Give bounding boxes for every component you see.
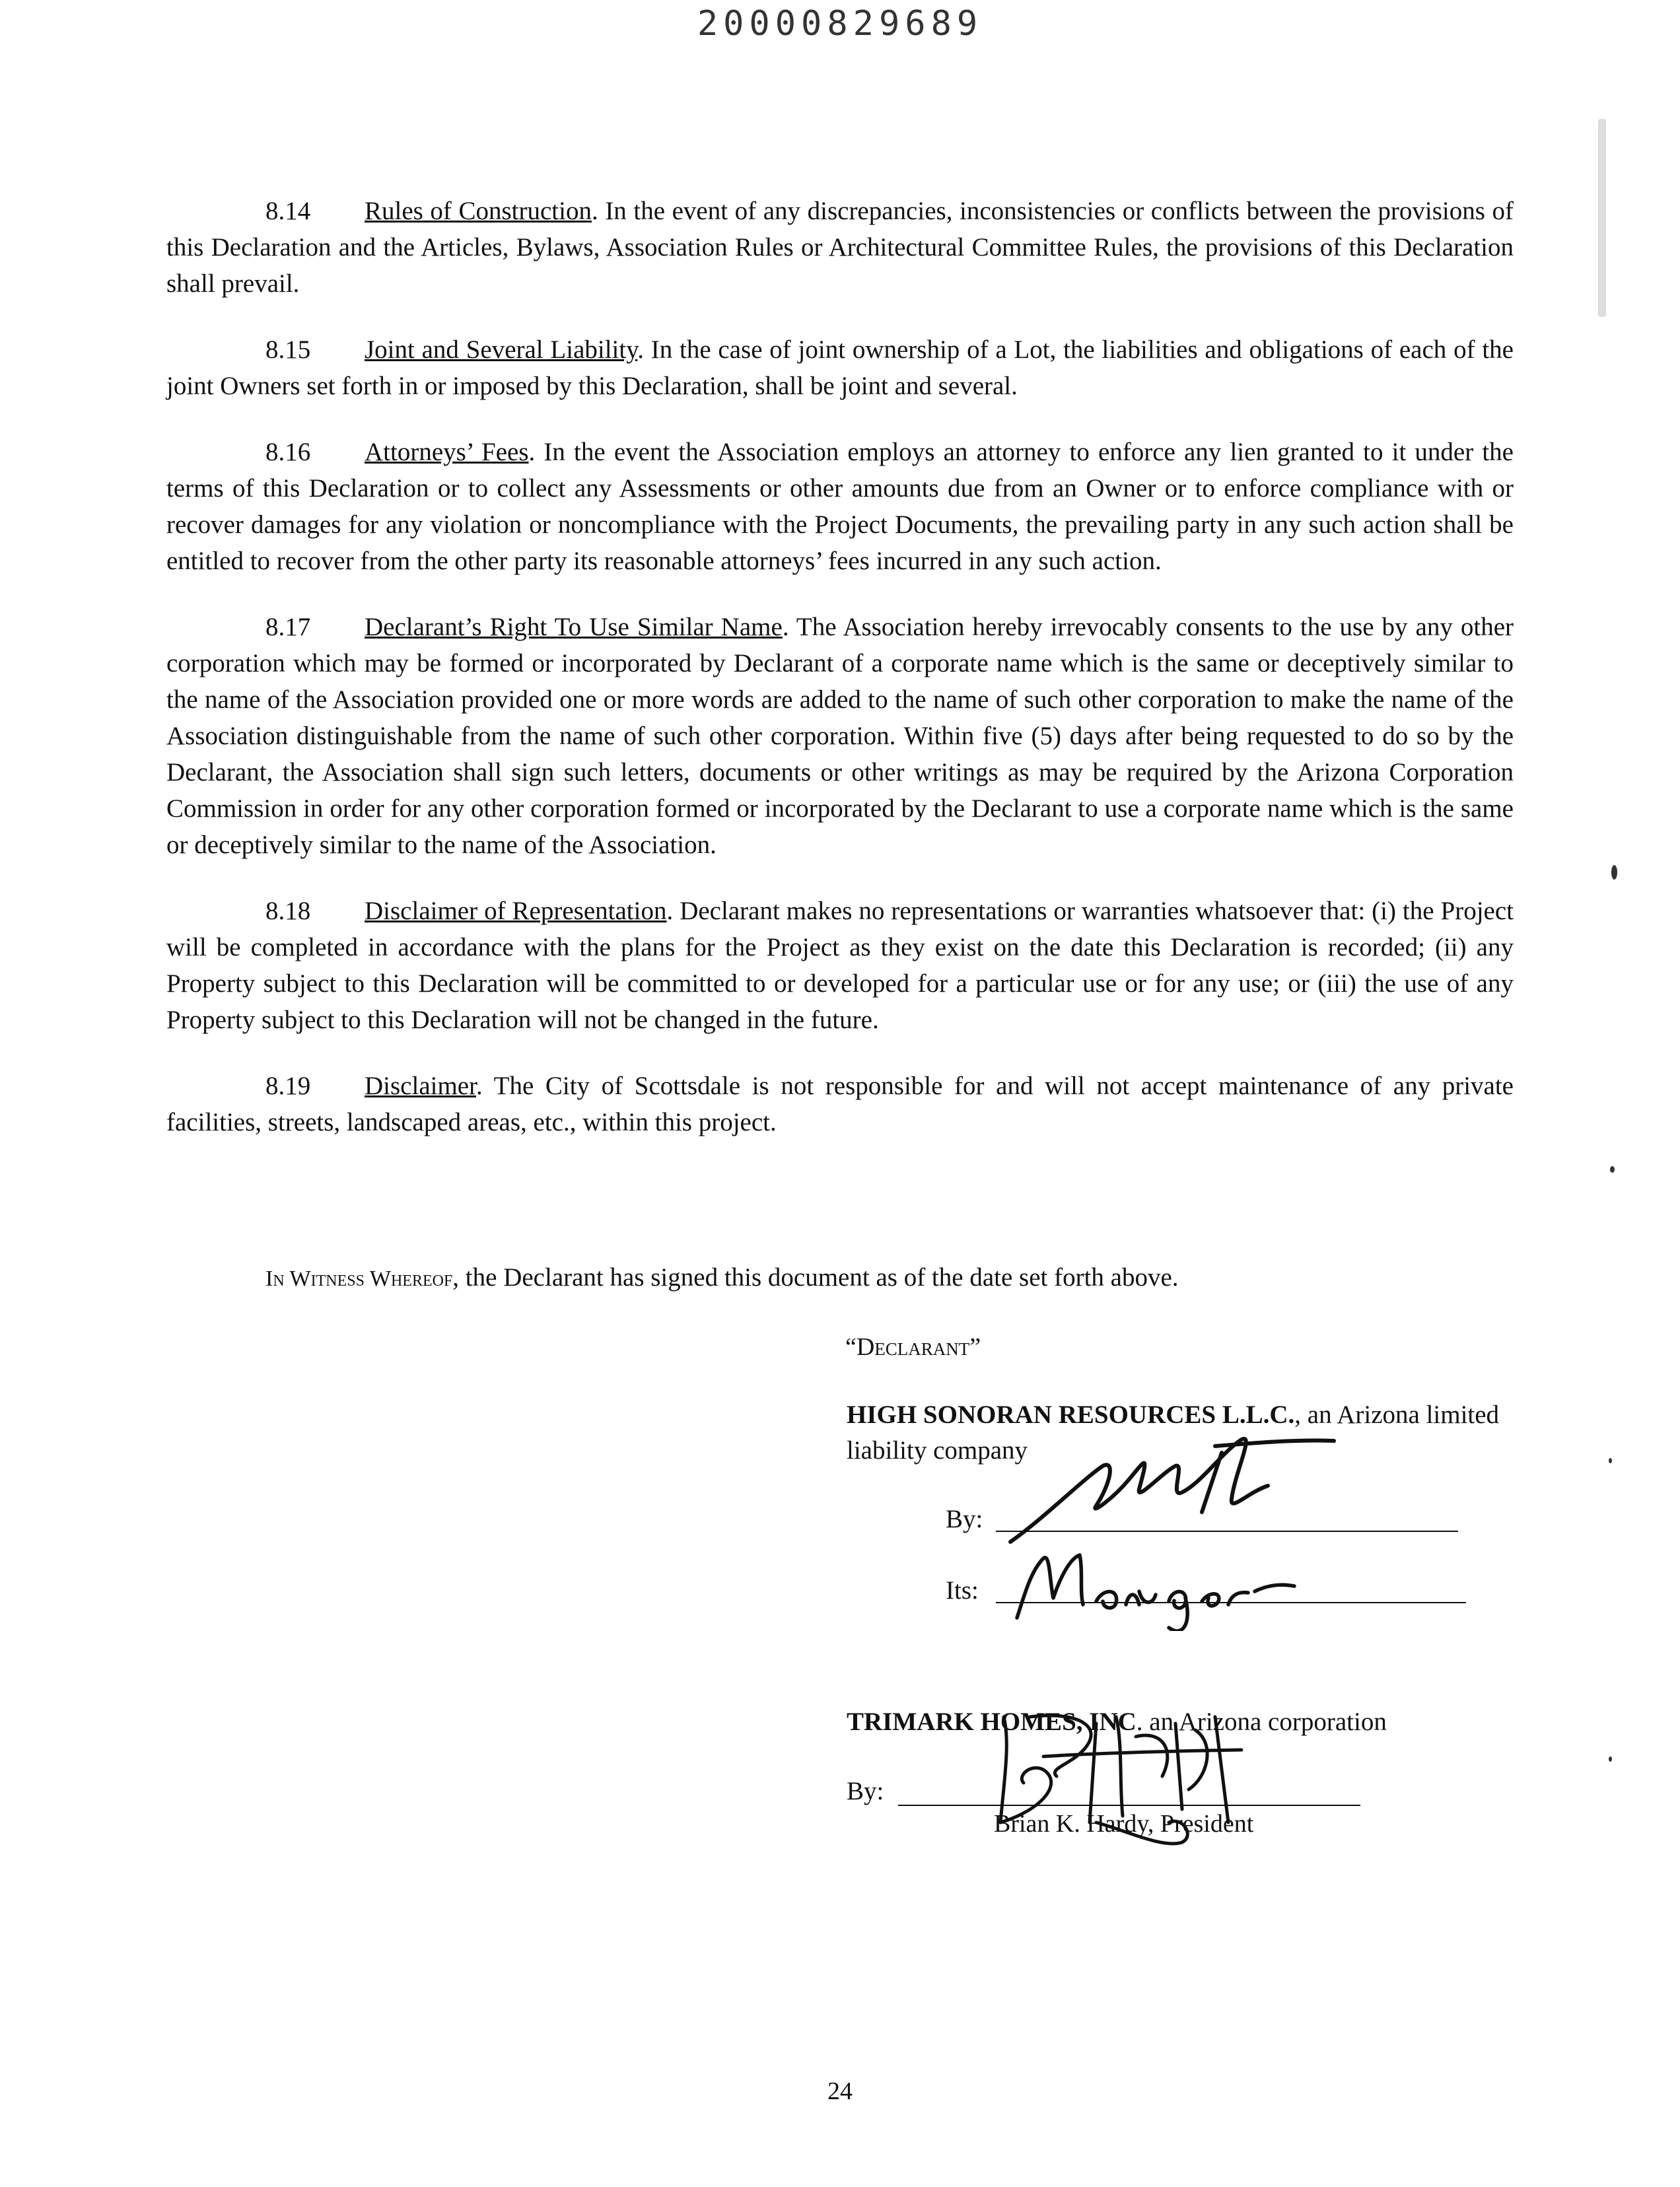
scan-speck	[1611, 865, 1617, 880]
section-text: . The Association hereby irrevocably consents to the use by any other corporation which may be formed or incorporated by Declarant of a corporate name which is the same or deceptively similar to the name of the Association provided one or more words are added to the name of such other corporation to make the name of the Association distinguishable from the name of such other corporation. Within five (5) days after being requested to do so by the Declarant, the Association shall sign such letters, documents or other writings as may be required by the Arizona Corporation Commission in order for any other corporation formed or incorporated by the Declarant to use a corporate name which is the same or deceptively similar to the name of the Association.	[166, 613, 1514, 859]
section-text: . In the event of any discrepancies, inconsistencies or conflicts between the provisions of this Declaration and the Articles, Bylaws, Association Rules or Architectural Committee Rules, the provisions of this Declaration shall prevail.	[166, 197, 1514, 298]
company-name: HIGH SONORAN RESOURCES L.L.C.	[847, 1401, 1295, 1429]
section-text: . In the case of joint ownership of a Lot, the liabilities and obligations of each of the joint Owners set forth in or imposed by this Declaration, shall be joint and several.	[166, 335, 1514, 400]
scan-speck	[1609, 1458, 1612, 1463]
company-description: , an Arizona limited liability company	[847, 1401, 1500, 1465]
section-text: . Declarant makes no representations or warranties whatsoever that: (i) the Project will be completed in accordance with the plans for the Project as they exist on the date this Declaration is recorded; (ii) any Property subject to this Declaration will be committed to or developed for a particular use or for any use; or (iii) the use of any Property subject to this Declaration will not be changed in the future.	[166, 897, 1514, 1034]
scan-speck	[1610, 1166, 1615, 1173]
section-heading: Joint and Several Liability	[365, 335, 638, 364]
declaration-body	[166, 193, 1514, 1170]
section-8-15	[166, 331, 1514, 404]
section-8-18	[166, 893, 1514, 1038]
by-label: By:	[946, 1505, 983, 1533]
section-text: . In the event the Association employs an attorney to enforce any lien granted to it under the terms of this Declaration or to collect any Assessments or other amounts due from an Owner or to enforce compliance with or recover damages for any violation or noncompliance with the Project Documents, the prevailing party in any such action shall be entitled to recover from the other party its reasonable attorneys’ fees incurred in any such action.	[166, 438, 1514, 575]
section-number: 8.16	[265, 438, 311, 466]
witness-text: , the Declarant has signed this document as of the date set forth above.	[452, 1263, 1179, 1292]
recording-number: 20000829689	[697, 4, 983, 44]
section-number: 8.14	[265, 197, 311, 225]
section-number: 8.15	[265, 335, 311, 364]
section-heading: Disclaimer of Representation	[365, 897, 667, 925]
page-number: 24	[827, 2077, 853, 2105]
declarant-label: “Declarant”	[845, 1333, 981, 1361]
scan-speck	[1609, 1756, 1612, 1762]
section-number: 8.17	[265, 613, 311, 641]
scan-margin-mark	[1598, 119, 1606, 317]
section-heading: Declarant’s Right To Use Similar Name	[365, 613, 783, 641]
section-8-17	[166, 609, 1514, 863]
company-description: . an Arizona corporation	[1136, 1708, 1387, 1736]
handwritten-title-manager	[1004, 1545, 1347, 1631]
company-name: TRIMARK HOMES, INC	[847, 1708, 1137, 1736]
signer-name: Brian K. Hardy, President	[994, 1810, 1254, 1838]
witness-clause	[265, 1263, 1179, 1292]
handwritten-signature-1	[1004, 1426, 1347, 1552]
section-number: 8.18	[265, 897, 311, 925]
section-number: 8.19	[265, 1072, 311, 1100]
by-label: By:	[847, 1777, 884, 1805]
its-label: Its:	[946, 1576, 979, 1605]
handwritten-signature-2	[964, 1690, 1268, 1869]
section-8-19	[166, 1068, 1514, 1140]
section-heading: Rules of Construction	[365, 197, 592, 225]
section-heading: Disclaimer	[365, 1072, 476, 1100]
witness-lead: In Witness Whereof	[265, 1267, 453, 1291]
section-8-14	[166, 193, 1514, 302]
section-8-16	[166, 434, 1514, 579]
section-text: . The City of Scottsdale is not responsible for and will not accept maintenance of any private facilities, streets, landscaped areas, etc., within this project.	[166, 1072, 1514, 1136]
section-heading: Attorneys’ Fees	[365, 438, 529, 466]
